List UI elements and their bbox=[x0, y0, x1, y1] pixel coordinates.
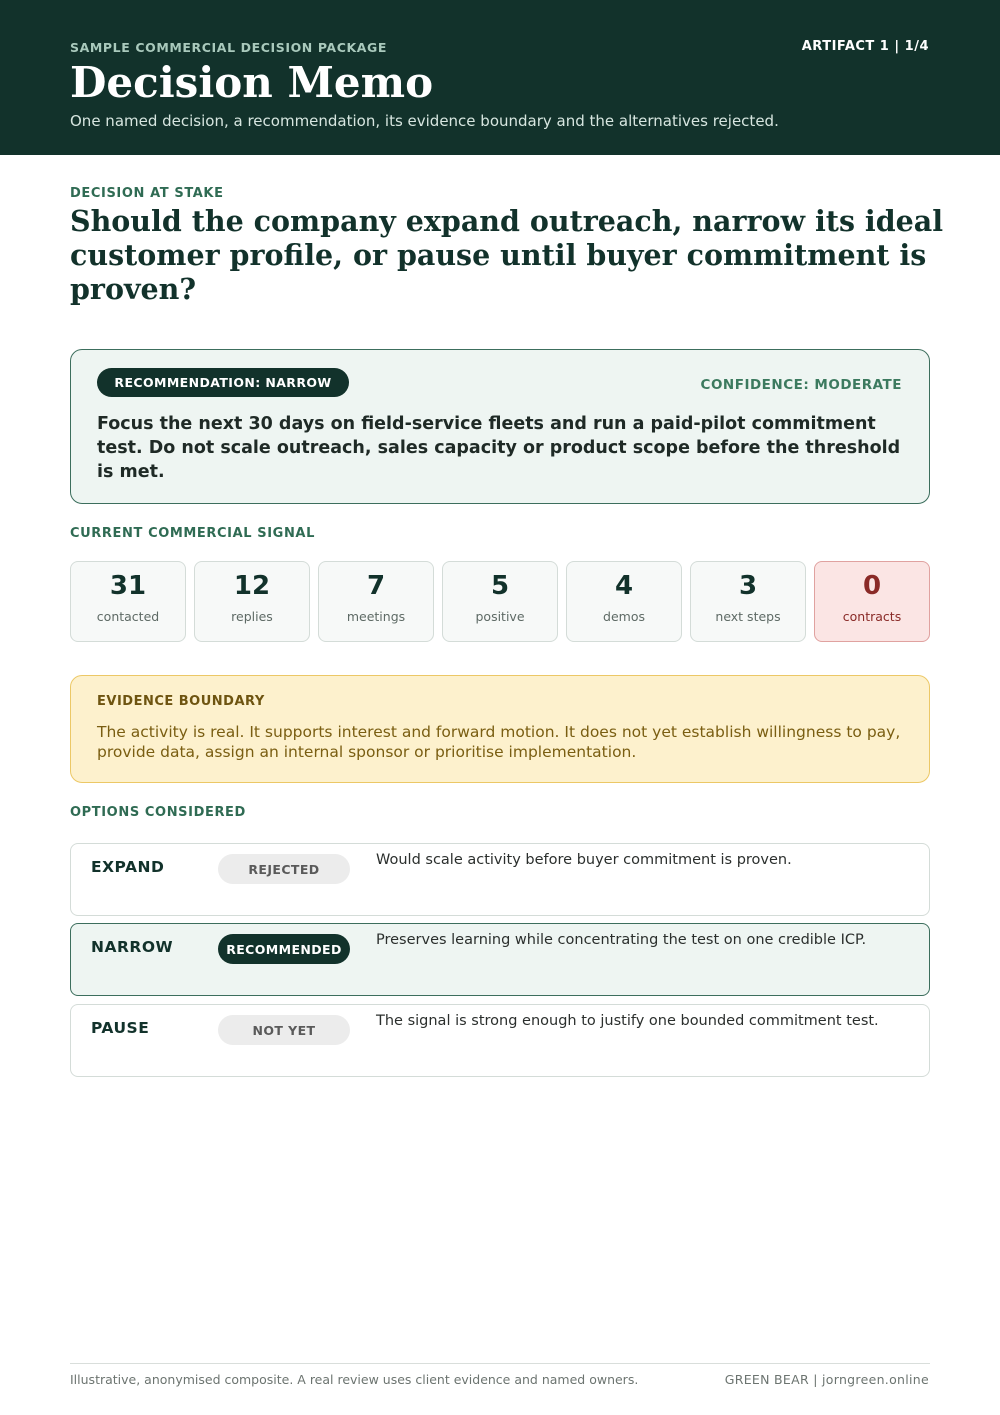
stat-value: 4 bbox=[614, 571, 634, 601]
signal-label: CURRENT COMMERCIAL SIGNAL bbox=[70, 526, 315, 541]
stat-value: 7 bbox=[366, 571, 386, 601]
footer-note: Illustrative, anonymised composite. A real review uses client evidence and named owners. bbox=[70, 1372, 639, 1387]
option-description: Would scale activity before buyer commitment is proven. bbox=[376, 852, 792, 868]
option-description: Preserves learning while concentrating the test on one credible ICP. bbox=[376, 932, 867, 948]
stat-label: contacted bbox=[96, 609, 160, 624]
page-subtitle: One named decision, a recommendation, its evidence boundary and the alternatives rejected. bbox=[70, 112, 779, 130]
recommendation-badge: RECOMMENDATION: NARROW bbox=[97, 368, 349, 397]
evidence-text: The activity is real. It supports interest and forward motion. It does not yet establish willingness to pay, provide data, assign an internal sponsor or prioritise implementation. bbox=[97, 723, 901, 761]
recommendation-text: Focus the next 30 days on field-service fleets and run a paid-pilot commitment test. Do not scale outreach, sales capacity or product scope before the threshold is met. bbox=[97, 414, 901, 482]
option-name: EXPAND bbox=[91, 858, 165, 876]
stat-label: replies bbox=[231, 609, 273, 624]
decision-question: Should the company expand outreach, narrow its ideal customer profile, or pause until buyer commitment is proven? bbox=[70, 204, 944, 306]
option-expand bbox=[70, 843, 930, 916]
page-title: Decision Memo bbox=[70, 58, 434, 107]
stat-value: 31 bbox=[109, 571, 147, 601]
option-status-badge: REJECTED bbox=[218, 854, 350, 884]
stat-next-steps bbox=[690, 561, 806, 642]
signal-stats bbox=[70, 561, 930, 642]
stat-label: meetings bbox=[346, 609, 406, 624]
stat-value: 5 bbox=[490, 571, 510, 601]
stat-value: 12 bbox=[233, 571, 271, 601]
stat-positive bbox=[442, 561, 558, 642]
decision-label: DECISION AT STAKE bbox=[70, 186, 224, 201]
stat-demos bbox=[566, 561, 682, 642]
stat-label: contracts bbox=[842, 609, 902, 624]
header-banner bbox=[0, 0, 1000, 155]
stat-meetings bbox=[318, 561, 434, 642]
footer-divider bbox=[70, 1363, 930, 1364]
stat-label: demos bbox=[603, 609, 645, 624]
option-pause bbox=[70, 1004, 930, 1077]
stat-contacted bbox=[70, 561, 186, 642]
package-kicker: SAMPLE COMMERCIAL DECISION PACKAGE bbox=[70, 40, 388, 55]
option-narrow bbox=[70, 923, 930, 996]
options-label: OPTIONS CONSIDERED bbox=[70, 805, 246, 820]
stat-contracts bbox=[814, 561, 930, 642]
evidence-label: EVIDENCE BOUNDARY bbox=[97, 694, 265, 709]
stat-value: 3 bbox=[738, 571, 758, 601]
stat-label: positive bbox=[475, 609, 525, 624]
stat-value: 0 bbox=[862, 571, 882, 601]
artifact-page-indicator: ARTIFACT 1 | 1/4 bbox=[801, 39, 929, 54]
option-status-badge: NOT YET bbox=[218, 1015, 350, 1045]
option-name: NARROW bbox=[91, 938, 174, 956]
option-name: PAUSE bbox=[91, 1019, 150, 1037]
stat-label: next steps bbox=[715, 609, 781, 624]
recommendation-card bbox=[70, 349, 930, 504]
stat-replies bbox=[194, 561, 310, 642]
option-description: The signal is strong enough to justify one bounded commitment test. bbox=[376, 1013, 879, 1029]
evidence-boundary-card bbox=[70, 675, 930, 783]
option-status-badge: RECOMMENDED bbox=[218, 934, 350, 964]
footer-brand: GREEN BEAR | jorngreen.online bbox=[724, 1372, 929, 1387]
confidence-label: CONFIDENCE: MODERATE bbox=[700, 377, 902, 393]
